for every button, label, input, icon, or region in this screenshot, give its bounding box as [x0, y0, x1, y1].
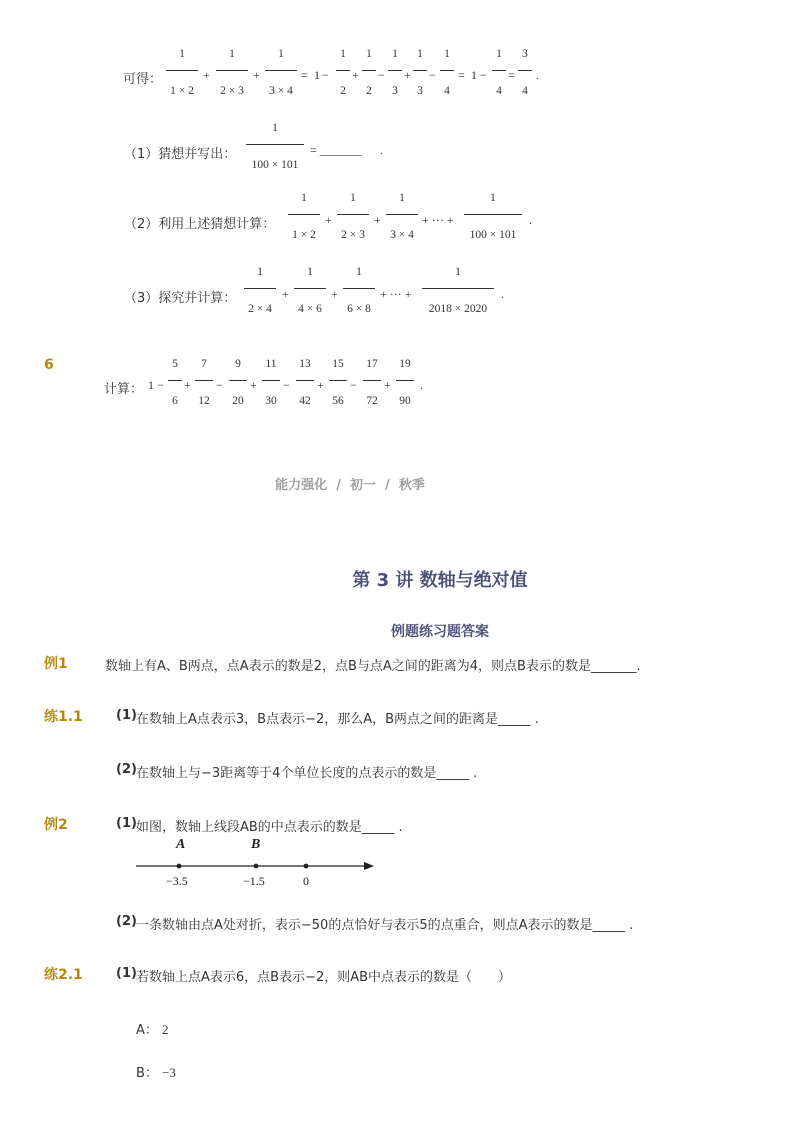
q2-label: （2）利用上述猜想计算： — [124, 217, 276, 232]
minus-sign: − — [378, 68, 385, 82]
q3-dots: + ··· + — [380, 287, 412, 301]
plus-sign: + — [352, 68, 359, 82]
q1-label: （1）猜想并写出： — [124, 147, 237, 162]
ex1-text: 数轴上有A、B两点，点A表示的数是2，点B与点A之间的距离为4，则点B表示的数是_______. — [105, 659, 641, 674]
q1-blank: = _______ — [310, 143, 362, 157]
period: . — [501, 287, 504, 301]
q6-label: 计算： — [104, 382, 144, 397]
sign: − — [350, 378, 357, 392]
sign: + — [184, 378, 191, 392]
sign: + — [317, 378, 324, 392]
q2-dots: + ··· + — [422, 213, 454, 227]
sign: − — [216, 378, 223, 392]
one: 1 — [314, 68, 320, 82]
point-a-dot — [177, 864, 182, 869]
origin-dot — [304, 864, 309, 869]
plus-sign: + — [374, 213, 381, 227]
ex2-q2-number: (2) — [116, 914, 137, 929]
ex2-q2-text: 一条数轴由点A处对折，表示−50的点恰好与表示5的点重合，则点A表示的数是_____ . — [136, 918, 634, 933]
one: 1 — [471, 68, 477, 82]
axis-arrow-icon — [364, 862, 374, 870]
p11-q2-number: (2) — [116, 762, 137, 777]
section-title: 例题练习题答案 — [391, 624, 489, 640]
plus-sign: + — [404, 68, 411, 82]
minus-sign: − — [322, 68, 329, 82]
period: . — [380, 143, 383, 157]
sign: − — [283, 378, 290, 392]
p11-q2-text: 在数轴上与−3距离等于4个单位长度的点表示的数是_____ . — [136, 766, 478, 781]
ex2-q1-number: (1) — [116, 816, 137, 831]
intro-label: 可得： — [123, 72, 163, 87]
ex2-label: 例2 — [44, 817, 68, 833]
sign: + — [250, 378, 257, 392]
plus-sign: + — [282, 287, 289, 301]
plus-sign: + — [325, 213, 332, 227]
plus-sign: + — [253, 68, 260, 82]
minus-sign: − — [429, 68, 436, 82]
number-line-figure — [130, 832, 380, 892]
page-footer: 能力强化 / 初一 / 秋季 — [275, 478, 425, 493]
tick-label-origin: 0 — [303, 874, 309, 888]
equals-sign: = — [508, 68, 515, 82]
equals-sign: = — [301, 68, 308, 82]
p21-label: 练2.1 — [44, 967, 83, 983]
p11-q1-number: (1) — [116, 708, 137, 723]
period: . — [536, 68, 539, 82]
ex2-q1-text: 如图，数轴上线段AB的中点表示的数是_____ . — [136, 820, 403, 835]
tick-label-a: −3.5 — [166, 874, 188, 888]
plus-sign: + — [331, 287, 338, 301]
option-a-key: A： — [136, 1023, 158, 1038]
plus-sign: + — [203, 68, 210, 82]
problem-number-6: 6 — [44, 357, 54, 373]
tick-label-b: −1.5 — [243, 874, 265, 888]
p21-q1-number: (1) — [116, 966, 137, 981]
minus-sign: − — [480, 68, 487, 82]
p11-label: 练1.1 — [44, 709, 83, 725]
lecture-title: 第 3 讲 数轴与绝对值 — [352, 570, 528, 591]
sign: − — [157, 378, 164, 392]
option-a[interactable] — [136, 1019, 169, 1038]
point-b-dot — [254, 864, 259, 869]
point-a-label: A — [176, 837, 186, 852]
p11-q1-text: 在数轴上A点表示3，B点表示−2，那么A，B两点之间的距离是_____ . — [136, 712, 539, 727]
point-b-label: B — [251, 837, 261, 852]
period: . — [420, 378, 423, 392]
q3-label: （3）探究并计算： — [124, 291, 237, 306]
option-b-key: B： — [136, 1066, 158, 1081]
option-a-value: 2 — [162, 1022, 169, 1037]
option-b-value: −3 — [162, 1065, 176, 1080]
period: . — [529, 213, 532, 227]
one: 1 — [148, 378, 154, 392]
p21-q1-text: 若数轴上点A表示6，点B表示−2，则AB中点表示的数是（ ） — [136, 970, 512, 985]
sign: + — [384, 378, 391, 392]
equals-sign: = — [458, 68, 465, 82]
option-b[interactable] — [136, 1062, 176, 1081]
ex1-label: 例1 — [44, 656, 68, 672]
